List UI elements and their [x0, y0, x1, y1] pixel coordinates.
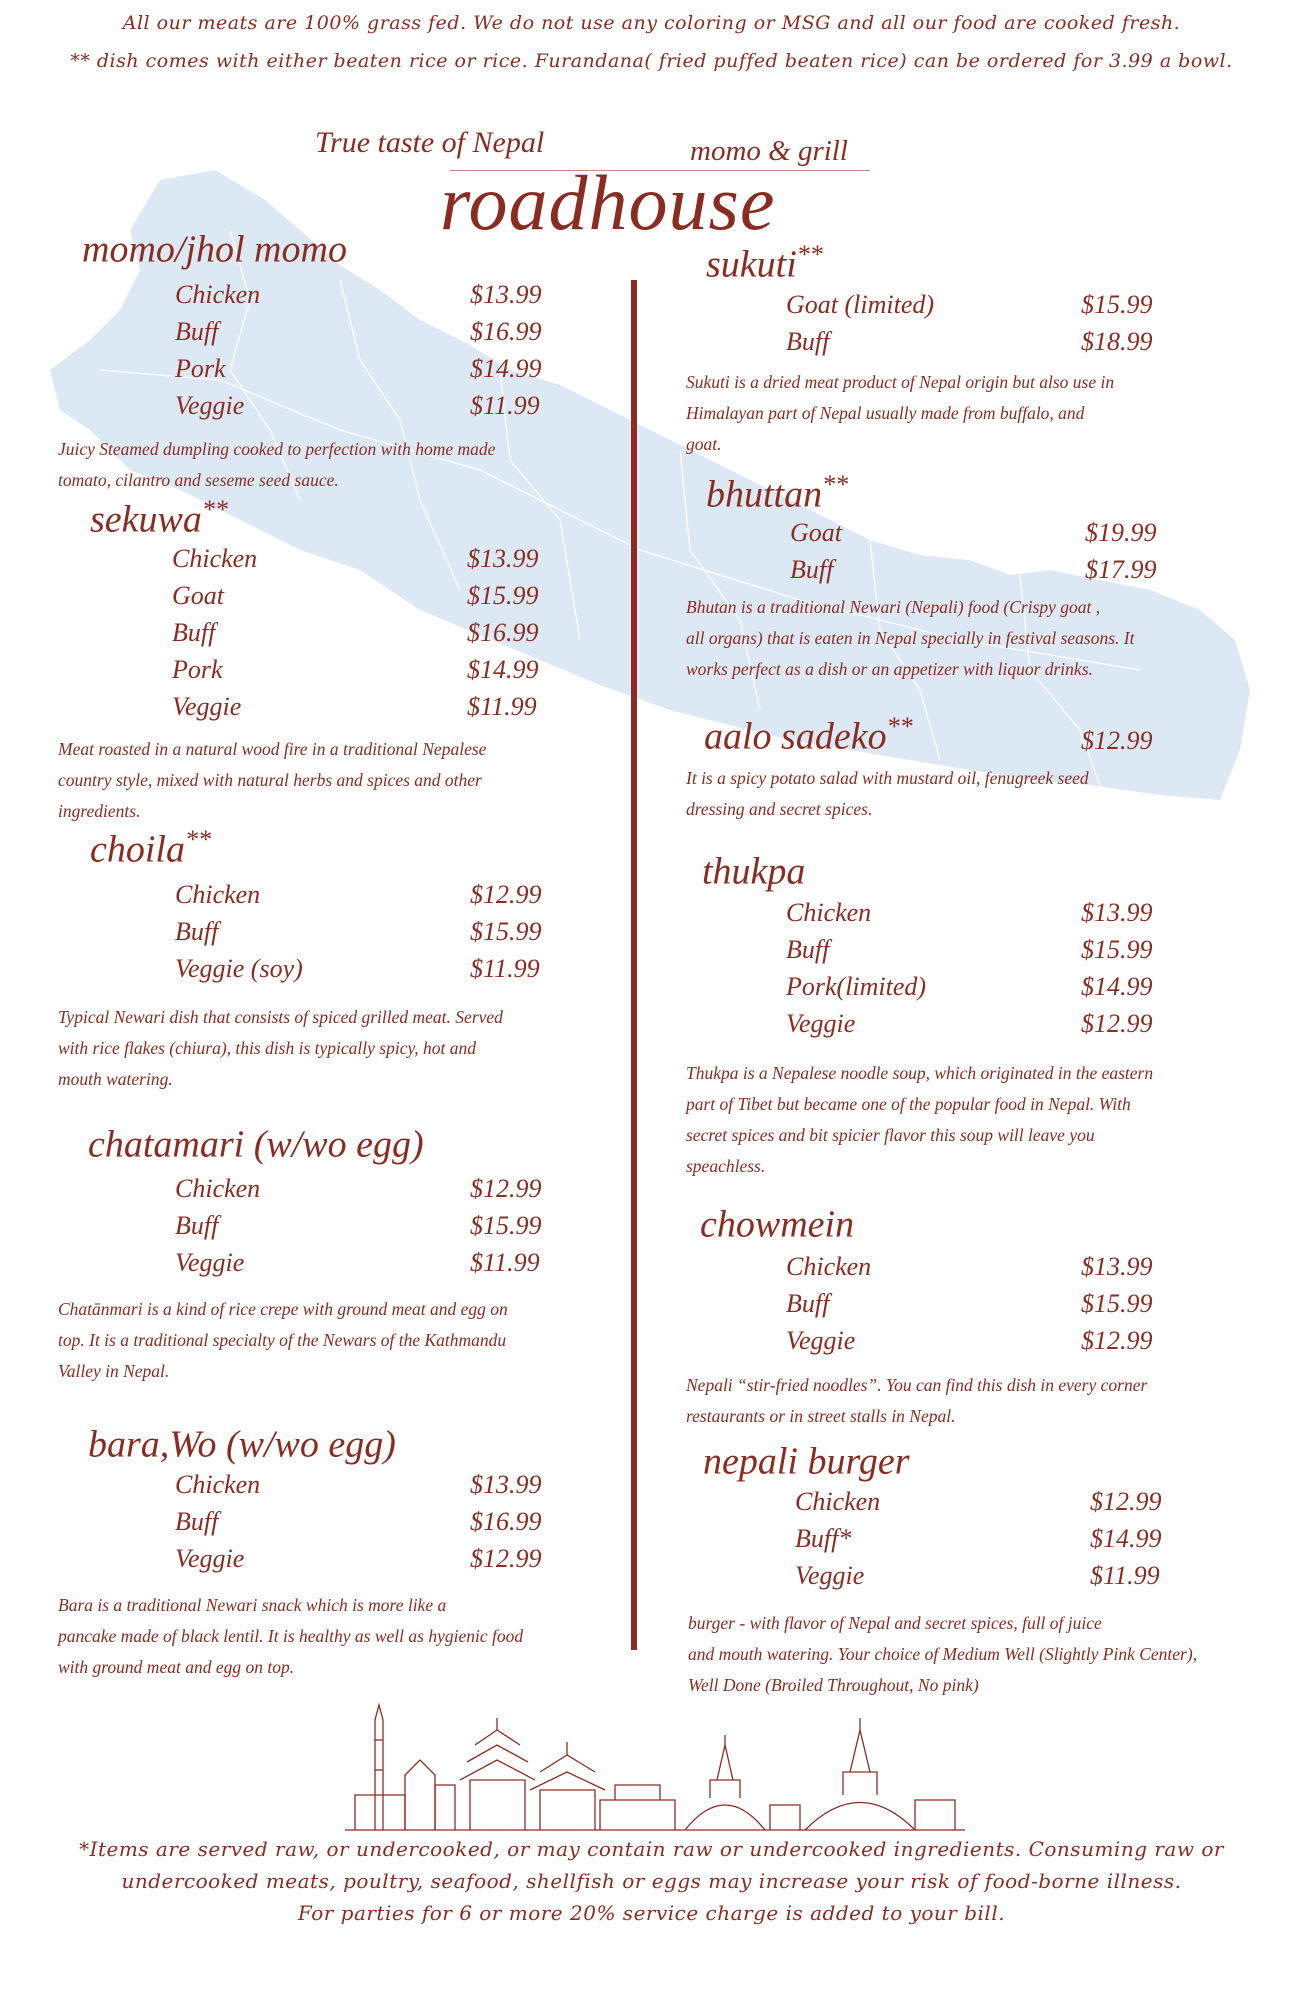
- footer-disclaimer-line1: *Items are served raw, or undercooked, or may contain raw or undercooked ingredients. Consuming raw or: [79, 1837, 1224, 1861]
- menu-item: Buff $17.99: [790, 555, 1157, 584]
- menu-item: Veggie (soy) $11.99: [175, 954, 540, 983]
- menu-item: Pork $14.99: [172, 655, 539, 684]
- section-description-thukpa: Thukpa is a Nepalese noodle soup, which originated in the eastern part of Tibet but became one of the popular food in Nepal. With secret spices and bit spicier flavor this soup will leave you speachless.: [686, 1063, 1154, 1176]
- section-description-sekuwa: Meat roasted in a natural wood fire in a traditional Nepalese country style, mixed with natural herbs and spices and other ingredients.: [58, 739, 487, 821]
- menu-item: Chicken $13.99: [175, 1470, 542, 1499]
- menu-item: Buff $15.99: [175, 1211, 542, 1240]
- menu-item: Buff $18.99: [786, 327, 1153, 356]
- section-title-bhuttan: bhuttan**: [706, 470, 849, 516]
- brand-name: roadhouse: [440, 159, 776, 246]
- header-note-meats: All our meats are 100% grass fed. We do not use any coloring or MSG and all our food are cooked fresh.: [122, 12, 1181, 34]
- section-description-nepali-burger: burger - with flavor of Nepal and secret spices, full of juice and mouth watering. Your choice of Medium Well (Slightly Pink Center), Well Done (Broiled Throughout, No pink): [688, 1613, 1198, 1695]
- section-title-bara: bara,Wo (w/wo egg): [88, 1423, 396, 1466]
- section-description-bhuttan: Bhutan is a traditional Newari (Nepali) food (Crispy goat , all organs) that is eaten in Nepal specially in festival seasons. It works perfect as a dish or an appetizer with liquor drinks.: [686, 597, 1135, 679]
- menu-item: Veggie $12.99: [175, 1544, 542, 1573]
- section-title-chatamari: chatamari (w/wo egg): [88, 1123, 424, 1166]
- section-description-sukuti: Sukuti is a dried meat product of Nepal origin but also use in Himalayan part of Nepal usually made from buffalo, and goat.: [686, 372, 1115, 454]
- menu-item: Goat (limited) $15.99: [786, 290, 1153, 319]
- section-title-sukuti: sukuti**: [706, 240, 823, 286]
- menu-item: Buff* $14.99: [795, 1524, 1162, 1553]
- menu-item-price: $12.99: [1081, 726, 1153, 755]
- section-description-momo: Juicy Steamed dumpling cooked to perfection with home made tomato, cilantro and seseme seed sauce.: [58, 439, 496, 490]
- menu-item: Chicken $13.99: [175, 280, 542, 309]
- menu-item: Veggie $11.99: [795, 1561, 1160, 1590]
- menu-item: Chicken $13.99: [172, 544, 539, 573]
- menu-item: Chicken $12.99: [175, 1174, 542, 1203]
- menu-item: Goat $19.99: [790, 518, 1157, 547]
- menu-item: Veggie $11.99: [175, 1248, 540, 1277]
- section-title-thukpa: thukpa: [702, 850, 806, 893]
- menu-item: Chicken $13.99: [786, 1252, 1153, 1281]
- menu-item: Goat $15.99: [172, 581, 539, 610]
- menu-item: Chicken $13.99: [786, 898, 1153, 927]
- menu-item: Buff $16.99: [175, 317, 542, 346]
- section-title-choila: choila**: [90, 825, 211, 871]
- footer-service-charge: For parties for 6 or more 20% service charge is added to your bill.: [297, 1901, 1006, 1925]
- section-description-bara: Bara is a traditional Newari snack which is more like a pancake made of black lentil. It is healthy as well as hygienic food with ground meat and egg on top.: [58, 1595, 524, 1677]
- menu-item: Buff $15.99: [786, 935, 1153, 964]
- column-divider: [631, 280, 637, 1650]
- menu-item: Buff $15.99: [175, 917, 542, 946]
- section-description-chowmein: Nepali “stir-fried noodles”. You can find this dish in every corner restaurants or in street stalls in Nepal.: [686, 1375, 1148, 1426]
- menu-item: Buff $16.99: [175, 1507, 542, 1536]
- menu-item: Pork $14.99: [175, 354, 542, 383]
- menu-item: Pork(limited) $14.99: [786, 972, 1153, 1001]
- menu-item: Veggie $11.99: [175, 391, 540, 420]
- menu-item: Veggie $11.99: [172, 692, 537, 721]
- section-description-chatamari: Chatānmari is a kind of rice crepe with ground meat and egg on top. It is a traditional specialty of the Newars of the Kathmandu Valley in Nepal.: [58, 1299, 508, 1381]
- kathmandu-temple-skyline: [345, 1700, 965, 1835]
- menu-item: Buff $15.99: [786, 1289, 1153, 1318]
- header-note-rice: ** dish comes with either beaten rice or rice. Furandana( fried puffed beaten rice) can be ordered for 3.99 a bowl.: [70, 50, 1233, 72]
- brand-subtitle: momo & grill: [690, 135, 848, 167]
- section-description-aalo-sadeko: It is a spicy potato salad with mustard oil, fenugreek seed dressing and secret spices.: [686, 768, 1089, 819]
- section-title-chowmein: chowmein: [700, 1203, 855, 1246]
- menu-item: Veggie $12.99: [786, 1009, 1153, 1038]
- menu-item: Buff $16.99: [172, 618, 539, 647]
- section-title-sekuwa: sekuwa**: [90, 495, 228, 541]
- section-title-momo: momo/jhol momo: [82, 228, 347, 271]
- menu-item: Chicken $12.99: [795, 1487, 1162, 1516]
- menu-item: Chicken $12.99: [175, 880, 542, 909]
- section-title-aalo-sadeko: aalo sadeko**: [704, 712, 913, 758]
- menu-item: Veggie $12.99: [786, 1326, 1153, 1355]
- section-title-nepali-burger: nepali burger: [703, 1440, 910, 1483]
- footer-disclaimer-line2: undercooked meats, poultry, seafood, shellfish or eggs may increase your risk of food-borne illness.: [121, 1869, 1182, 1893]
- section-description-choila: Typical Newari dish that consists of spiced grilled meat. Served with rice flakes (chiura), this dish is typically spicy, hot and mouth watering.: [58, 1007, 503, 1089]
- brand-tagline: True taste of Nepal: [315, 126, 545, 159]
